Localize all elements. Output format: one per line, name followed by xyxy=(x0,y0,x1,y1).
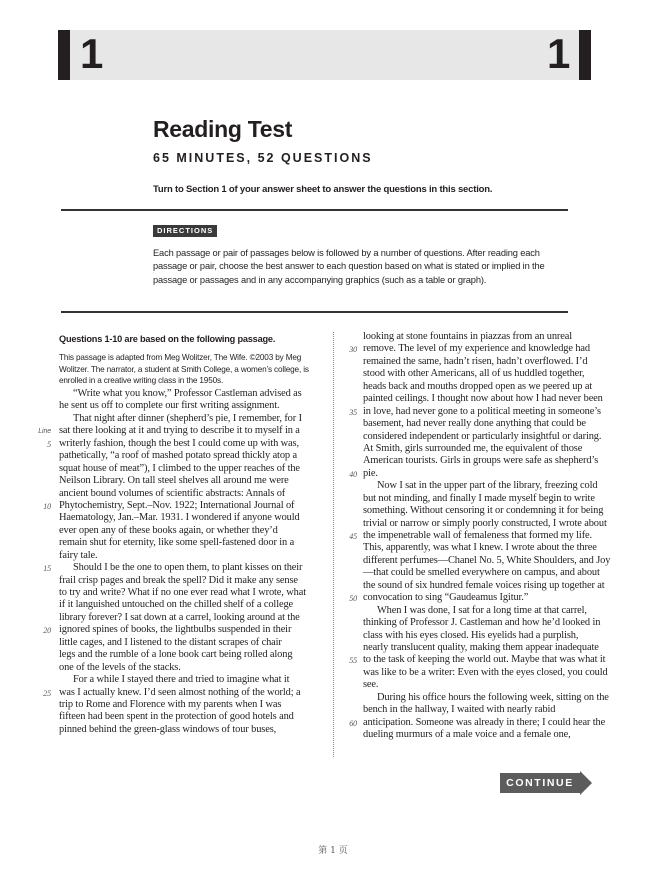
passage-line-text: remained the same, hadn’t risen, hadn’t overflowed. I’d xyxy=(363,355,588,367)
passage-line-text: see. xyxy=(363,679,379,691)
passage-line xyxy=(59,450,306,462)
passage-line xyxy=(363,729,610,741)
divider-bottom xyxy=(61,311,568,313)
passage-line-text: When I was done, I sat for a long time at that carrel, xyxy=(377,604,587,616)
passage-line-text: in love, had never gone to a political meeting in someone’s xyxy=(363,405,601,417)
passage-line xyxy=(363,493,610,505)
line-number: 25 xyxy=(43,688,51,698)
passage-line-text: the impenetrable wall of femaleness that formed my life. xyxy=(363,530,593,541)
passage-line-text: basement, had never really done anything that could be xyxy=(363,418,586,430)
passage-line xyxy=(349,467,610,480)
passage-line-text: pathetically, “a roof of mashed potato spread thickly atop a xyxy=(59,450,297,462)
passage-line-text: heads back and mouths dropped open as we peered up at xyxy=(363,380,593,392)
passage-line-text: trip to Rome and Florence with my parents when I was xyxy=(59,698,282,710)
section-number-right: 1 xyxy=(547,30,571,77)
passage-line xyxy=(59,612,306,624)
passage-line-text: dueling murmurs of a male voice and a female one, xyxy=(363,729,571,740)
page-subtitle: 65 MINUTES, 52 QUESTIONS xyxy=(153,151,373,165)
passage-line xyxy=(363,431,610,443)
passage-line xyxy=(349,530,610,542)
line-number: 5 xyxy=(47,439,51,449)
passage-line xyxy=(59,413,306,425)
passage-line xyxy=(349,654,610,666)
passage-line-text: little cages, and I listened to the distant scrapes of chair xyxy=(59,636,282,648)
passage-line xyxy=(363,692,610,704)
passage-line xyxy=(363,381,610,393)
passage-line-text: the sound of six hundred female voices rising up together at xyxy=(363,579,605,591)
passage-line-text: —that could be smelled everywhere on campus, and about xyxy=(363,567,600,579)
directions-text: Each passage or pair of passages below is followed by a number of questions. After reading each passage or pair, choose the best answer to each question based on what is stated or implied in the passage or passages and in any accompanying graphics (such as a table or graph). xyxy=(153,248,545,285)
line-number: Line xyxy=(38,428,51,436)
questions-heading: Questions 1-10 are based on the following passage. xyxy=(59,334,276,344)
passage-line-text: remain shut for eternity, like some spell-fastened door in a xyxy=(59,537,295,549)
line-number: 10 xyxy=(43,501,51,511)
passage-line-text: writerly fashion, though the best I could come up with was, xyxy=(59,437,299,449)
passage-line xyxy=(363,630,610,642)
passage-line xyxy=(363,443,610,455)
passage-line xyxy=(363,667,610,679)
passage-line xyxy=(59,724,306,736)
passage-line xyxy=(363,567,610,579)
passage-line-text: ever open any of these books again, or whether they’d xyxy=(59,524,278,536)
passage-line-text: trivial or narrow or simply poorly constructed, I wrote about xyxy=(363,517,607,529)
passage-line-text: American tourists. Girls in groups were safe as shepherd’s xyxy=(363,455,599,467)
passage-line-text: For a while I stayed there and tried to imagine what it xyxy=(73,674,290,686)
passage-line-text: library forever? I sat down at a carrel, looking around at the xyxy=(59,611,300,623)
passage-line xyxy=(43,562,306,574)
passage-line xyxy=(363,368,610,380)
passage-line xyxy=(363,617,610,629)
passage-line xyxy=(363,642,610,654)
passage-line xyxy=(59,662,306,674)
passage-line-text: considered independent or particularly insightful or daring. xyxy=(363,430,602,442)
passage-line-text: remove. The level of my experience and knowledge had xyxy=(363,343,590,355)
passage-line-text: Neilson Library. On tall steel shelves all around me were xyxy=(59,475,289,487)
passage-line xyxy=(59,711,306,723)
column-divider xyxy=(333,332,334,757)
passage-line xyxy=(363,679,610,691)
passage-line-text: if it languished untouched on the chilled shelf of a college xyxy=(59,599,294,611)
passage-line xyxy=(349,405,610,418)
passage-line xyxy=(59,488,306,500)
passage-line xyxy=(59,550,306,562)
directions-badge: DIRECTIONS xyxy=(153,225,217,237)
passage-line xyxy=(363,505,610,517)
passage-line xyxy=(363,518,610,530)
passage-line xyxy=(43,624,306,636)
passage-line-text: That night after dinner (shepherd’s pie, I remember, for I xyxy=(73,412,302,424)
passage-line-text: pinned behind the green-glass windows of tour buses, xyxy=(59,723,277,735)
passage-line xyxy=(59,537,306,549)
passage-line xyxy=(38,425,306,437)
line-number: 45 xyxy=(349,532,357,541)
passage-line-text: to try and write? What if no one ever read what I wrote, what xyxy=(59,587,306,598)
passage-line-text: ignored spines of books, the lightbulbs suspended in their xyxy=(59,624,292,636)
passage-line-text: Phytochemistry, Sept.–Nov. 1922; International Journal of xyxy=(59,499,295,511)
passage-line-text: sat there looking at it and trying to describe it to myself in a xyxy=(59,425,300,437)
passage-line xyxy=(59,400,306,412)
passage-line xyxy=(47,437,306,450)
passage-line-text: During his office hours the following week, sitting on the xyxy=(377,691,609,703)
passage-line-text: looking at stone fountains in piazzas from an unreal xyxy=(363,331,573,342)
passage-line xyxy=(363,704,610,716)
passage-line-text: pie. xyxy=(363,467,378,479)
passage-line xyxy=(349,716,610,729)
passage-line xyxy=(59,575,306,587)
passage-line xyxy=(59,388,306,400)
passage-line-text: Haematology, Jan.–Mar. 1931. I wondered if anyone would xyxy=(59,512,300,524)
passage-left-column xyxy=(38,388,306,736)
line-number: 40 xyxy=(349,469,357,479)
passage-line xyxy=(59,463,306,475)
passage-line-text: At Smith, girls surrounded me, the equivalent of those xyxy=(363,442,583,454)
page-number-footer: 第 1 页 xyxy=(318,846,348,856)
passage-right-column xyxy=(349,331,611,741)
passage-line-text: thinking of Professor J. Castleman and how he’d looked in xyxy=(363,617,601,629)
line-number: 60 xyxy=(349,718,357,728)
passage-line xyxy=(363,555,610,567)
section-header-left-bar xyxy=(58,30,70,80)
divider-top xyxy=(61,209,568,211)
passage-line-text: stood with other Americans, all of us huddled together, xyxy=(363,368,585,380)
continue-button[interactable]: CONTINUE xyxy=(500,773,580,793)
passage-line xyxy=(363,480,610,492)
passage-line-text: painted ceilings. I thought now about how I had never been xyxy=(363,393,603,405)
continue-arrow-icon[interactable] xyxy=(580,771,592,795)
passage-line-text: fifteen had been spent in the protection of good hotels and xyxy=(59,711,294,723)
passage-line xyxy=(59,649,306,661)
passage-line xyxy=(363,455,610,467)
line-number: 55 xyxy=(349,656,357,666)
passage-line xyxy=(349,592,610,604)
passage-line-text: nearly translucent quality, making them appear inadequate xyxy=(363,641,599,653)
passage-line-text: legs and the rumble of a lone book cart being rolled along xyxy=(59,649,293,661)
passage-line-text: Should I be the one to open them, to plant kisses on their xyxy=(73,562,303,574)
passage-line xyxy=(59,674,306,686)
line-number: 20 xyxy=(43,626,51,636)
passage-line xyxy=(363,605,610,617)
passage-line-text: anticipation. Someone was already in there; I could hear the xyxy=(363,716,606,728)
section-number-left: 1 xyxy=(80,30,104,77)
passage-line xyxy=(43,686,306,699)
passage-line xyxy=(59,512,306,524)
passage-line-text: This, apparently, was what I knew. I wrote about the three xyxy=(363,542,597,554)
page-title: Reading Test xyxy=(153,116,293,142)
passage-line xyxy=(59,587,306,599)
passage-line xyxy=(363,356,610,368)
passage-line-text: bench in the hallway, I waited with nearly rabid xyxy=(363,704,556,716)
passage-line-text: was I actually knew. I’d seen almost nothing of the world; a xyxy=(59,686,301,698)
passage-line xyxy=(59,525,306,537)
line-number: 15 xyxy=(43,564,51,574)
passage-line xyxy=(59,637,306,649)
passage-line-text: class with his eyes closed. His eyelids had a purplish, xyxy=(363,629,579,641)
passage-line-text: he sent us off to complete our first writing assignment. xyxy=(59,400,280,412)
passage-line xyxy=(363,331,610,343)
section-header-right-bar xyxy=(579,30,591,80)
section-instruction: Turn to Section 1 of your answer sheet to answer the questions in this section. xyxy=(153,184,493,195)
passage-line-text: Now I sat in the upper part of the library, freezing cold xyxy=(377,480,598,492)
passage-line xyxy=(363,393,610,405)
passage-line xyxy=(363,418,610,430)
line-number: 30 xyxy=(349,345,357,355)
passage-line-text: convocation to sing “Gaudeamus Igitur.” xyxy=(363,592,529,604)
section-header-band xyxy=(58,30,584,80)
passage-line-text: fairy tale. xyxy=(59,549,98,561)
passage-line xyxy=(59,599,306,611)
passage-intro: This passage is adapted from Meg Wolitzer, The Wife. ©2003 by Meg Wolitzer. The narrator, a student at Smith College, a women’s college, is enrolled in a creative writing class in the 1950s. xyxy=(59,353,309,385)
line-number: 50 xyxy=(349,594,357,604)
passage-line-text: ancient bound volumes of scientific abstracts: Annals of xyxy=(59,487,286,499)
passage-line-text: frail crisp pages and break the spell? Did it make any sense xyxy=(59,574,298,586)
passage-line-text: but not minding, and finally I made myself begin to write xyxy=(363,492,595,504)
passage-line-text: different perfumes—Chanel No. 5, White Shoulders, and Joy xyxy=(363,554,611,566)
passage-line xyxy=(349,343,610,355)
passage-line-text: “Write what you know,” Professor Castleman advised as xyxy=(73,388,302,399)
passage-line xyxy=(363,542,610,554)
passage-line-text: was like to be a writer: Even with the eyes closed, you could xyxy=(363,666,608,678)
passage-line xyxy=(59,699,306,711)
passage-line-text: something. Without censoring it or condemning it for being xyxy=(363,505,604,517)
passage-line-text: to the task of keeping the world out. Maybe that was what it xyxy=(363,654,606,666)
passage-line xyxy=(363,580,610,592)
line-number: 35 xyxy=(349,407,357,417)
passage-line xyxy=(59,475,306,487)
passage-line-text: one of the levels of the stacks. xyxy=(59,661,181,673)
passage-line xyxy=(43,499,306,512)
passage-line-text: squat house of meat”), I climbed to the upper reaches of the xyxy=(59,462,300,474)
